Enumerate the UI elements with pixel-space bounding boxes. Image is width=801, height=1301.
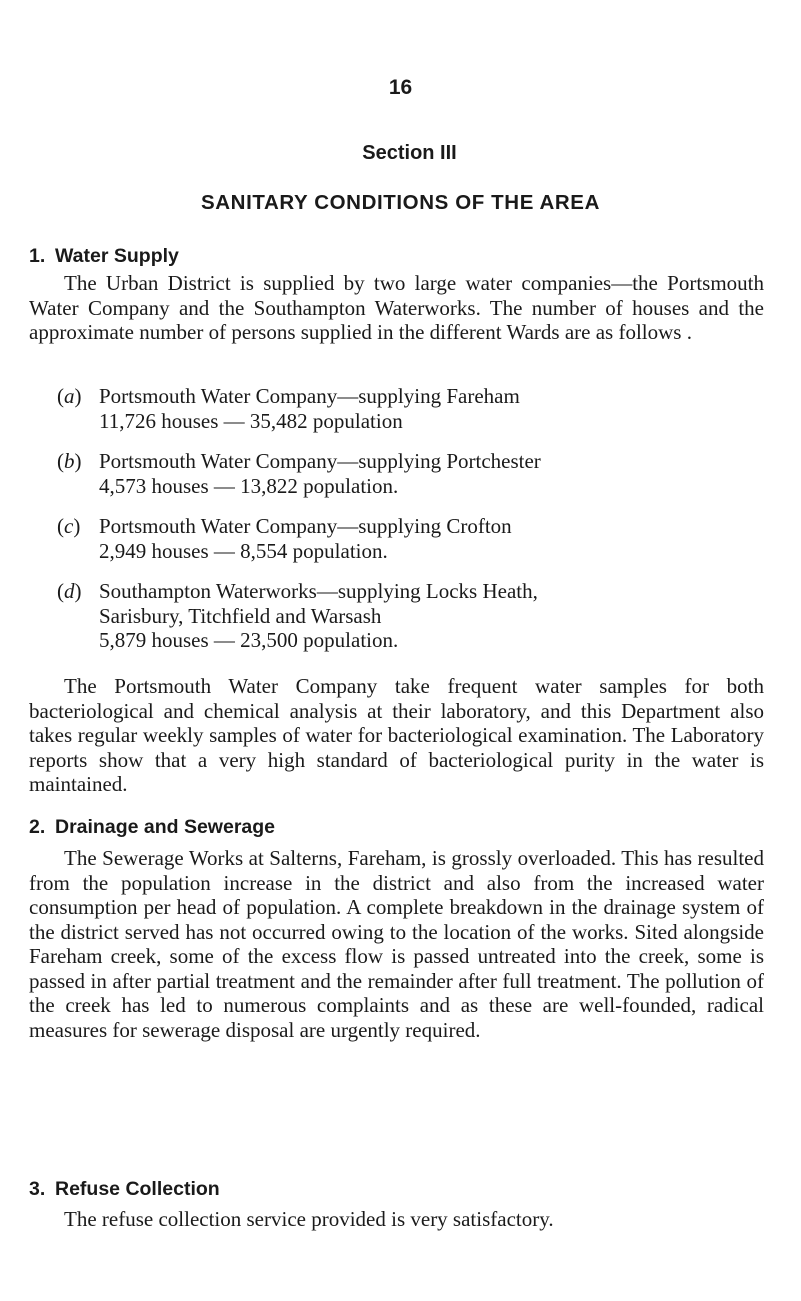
item-line: Portsmouth Water Company—supplying Portchester	[99, 449, 541, 473]
item-line: Sarisbury, Titchfield and Warsash	[99, 603, 382, 628]
paragraph-text: The Sewerage Works at Salterns, Fareham, is grossly overloaded. This has resulted from the population increase in the district and also from the increased water consumption per head of population. A complete breakdown in the drainage system of the district served has not occurred owing to the location of the works. Sited alongside Fareham creek, some of the excess flow is passed untreated into the creek, some is passed in after partial treatment and the remainder after full treatment. The pollution of the creek has led to numerous complaints and as these are well-founded, radical measures for sewerage disposal are urgently required.	[29, 846, 764, 1042]
item-marker: (a)	[57, 384, 82, 408]
heading-text: Drainage and Sewerage	[55, 816, 276, 838]
refuse-paragraph	[29, 1207, 764, 1232]
section-label: Section III	[362, 142, 457, 164]
item-figures: 2,949 houses — 8,554 population.	[99, 538, 388, 563]
refuse-heading	[29, 1178, 220, 1201]
heading-number: 3.	[29, 1178, 46, 1200]
section-title: SANITARY CONDITIONS OF THE AREA	[200, 191, 600, 214]
heading-text: Refuse Collection	[55, 1178, 220, 1200]
item-figures: 11,726 houses — 35,482 population	[99, 408, 403, 433]
heading-number: 2.	[29, 816, 46, 838]
item-marker: (d)	[57, 579, 82, 603]
item-line: Southampton Waterworks—supplying Locks Heath,	[99, 579, 538, 603]
item-marker: (b)	[57, 449, 82, 473]
supply-list	[57, 384, 767, 669]
item-line: Portsmouth Water Company—supplying Crofton	[99, 514, 512, 538]
list-item	[57, 384, 767, 433]
paragraph-text: The refuse collection service provided is very satisfactory.	[64, 1207, 554, 1231]
drainage-heading	[29, 816, 275, 839]
item-figures: 5,879 houses — 23,500 population.	[99, 628, 399, 652]
heading-text: Water Supply	[55, 245, 179, 267]
water-supply-heading	[29, 245, 179, 268]
item-figures: 4,573 houses — 13,822 population.	[99, 473, 399, 498]
list-item	[57, 449, 767, 498]
list-item	[57, 514, 767, 563]
water-samples-paragraph	[29, 674, 764, 797]
list-item	[57, 579, 767, 653]
water-supply-intro	[29, 271, 764, 345]
paragraph-text: The Portsmouth Water Company take frequent water samples for both bacteriological and chemical analysis at their laboratory, and this Department also takes regular weekly samples of water for bacteriological examination. The Laboratory reports show that a very high standard of bacteriological purity in the water is maintained.	[29, 674, 764, 796]
page-number: 16	[388, 76, 413, 99]
item-marker: (c)	[57, 514, 81, 538]
item-line: Portsmouth Water Company—supplying Fareham	[99, 384, 520, 408]
drainage-paragraph	[29, 846, 764, 1042]
heading-number: 1.	[29, 245, 46, 267]
paragraph-text: The Urban District is supplied by two large water companies—the Portsmouth Water Company and the Southampton Waterworks. The number of houses and the approximate number of persons supplied in the different Wards are as follows .	[29, 271, 764, 344]
